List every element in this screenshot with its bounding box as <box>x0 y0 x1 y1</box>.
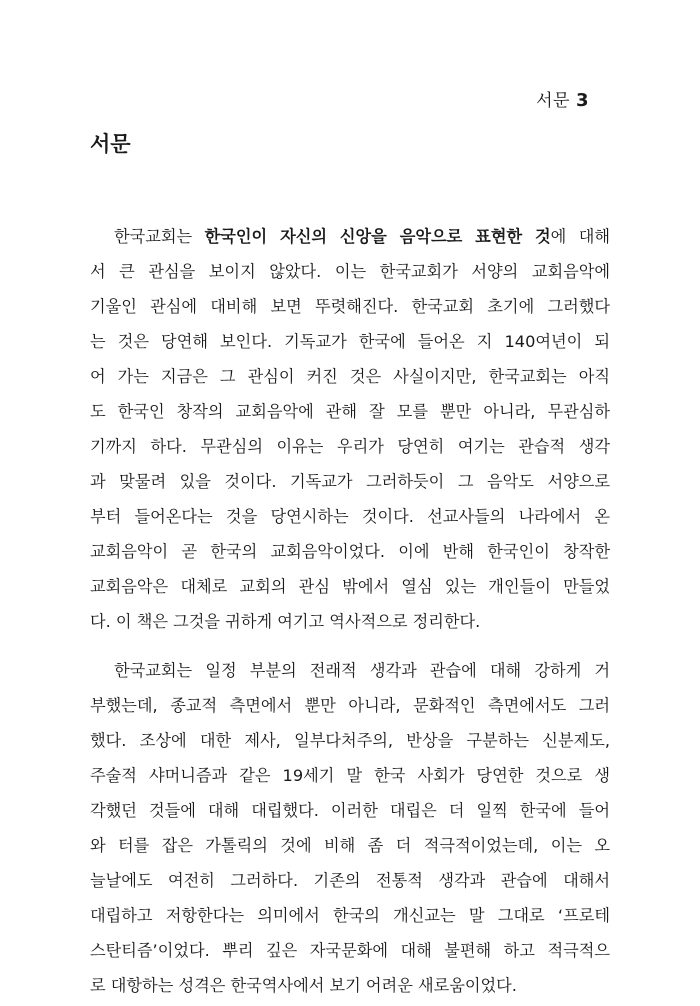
text-line: 기울인 관심에 대비해 보면 뚜렷해진다. 한국교회 초기에 그러했다 <box>90 297 610 316</box>
emphasized-text: 한국인이 자신의 신앙을 음악으로 표현한 것 <box>204 227 551 246</box>
text-line: 도 한국인 창작의 교회음악에 관해 잘 모를 뿐만 아니라, 무관심하 <box>90 402 610 421</box>
text-line: 한국교회는 일정 부분의 전래적 생각과 관습에 대해 강하게 거 <box>114 661 610 680</box>
text-line: 교회음악은 대체로 교회의 관심 밖에서 열심 있는 개인들이 만들었 <box>90 577 610 596</box>
text-line: 교회음악이 곧 한국의 교회음악이었다. 이에 반해 한국인이 창작한 <box>90 542 610 561</box>
text-run: 한국교회는 <box>114 227 205 246</box>
text-line: 스탄티즘’이었다. 뿌리 깊은 자국문화에 대해 불편해 하고 적극적으 <box>90 941 610 960</box>
text-line: 과 맞물려 있을 것이다. 기독교가 그러하듯이 그 음악도 서양으로 <box>90 472 610 491</box>
running-header <box>536 86 589 111</box>
text-line: 서 큰 관심을 보이지 않았다. 이는 한국교회가 서양의 교회음악에 <box>90 262 610 281</box>
text-line: 했다. 조상에 대한 제사, 일부다처주의, 반상을 구분하는 신분제도, <box>90 731 610 750</box>
text-line: 로 대항하는 성격은 한국역사에서 보기 어려운 새로움이었다. <box>90 976 517 995</box>
text-line: 각했던 것들에 대해 대립했다. 이러한 대립은 더 일찍 한국에 들어 <box>90 801 610 820</box>
header-section-title: 서문 <box>536 91 570 111</box>
text-line: 부했는데, 종교적 측면에서 뿐만 아니라, 문화적인 측면에서도 그러 <box>90 696 610 715</box>
text-line: 늘날에도 여전히 그러하다. 기존의 전통적 생각과 관습에 대해서 <box>90 871 610 890</box>
text-line: 주술적 샤머니즘과 같은 19세기 말 한국 사회가 당연한 것으로 생 <box>90 766 610 785</box>
text-line: 기까지 하다. 무관심의 이유는 우리가 당연히 여기는 관습적 생각 <box>90 437 610 456</box>
paragraph-1 <box>90 219 610 639</box>
paragraph-2 <box>90 653 610 1003</box>
text-line: 는 것은 당연해 보인다. 기독교가 한국에 들어온 지 140여년이 되 <box>90 332 610 351</box>
text-line: 어 가는 지금은 그 관심이 커진 것은 사실이지만, 한국교회는 아직 <box>90 367 610 386</box>
body-text <box>90 219 610 1003</box>
text-line: 부터 들어온다는 것을 당연시하는 것이다. 선교사들의 나라에서 온 <box>90 507 610 526</box>
text-line: 대립하고 저항한다는 의미에서 한국의 개신교는 말 그대로 ‘프로테 <box>90 906 610 925</box>
text-run: 에 대해 <box>550 227 610 246</box>
text-line: 와 터를 잡은 가톨릭의 것에 비해 좀 더 적극적이었는데, 이는 오 <box>90 836 610 855</box>
text-line <box>90 219 610 254</box>
chapter-title: 서문 <box>90 132 131 156</box>
text-line: 다. 이 책은 그것을 귀하게 여기고 역사적으로 정리한다. <box>90 612 481 631</box>
page-number: 3 <box>575 90 589 111</box>
